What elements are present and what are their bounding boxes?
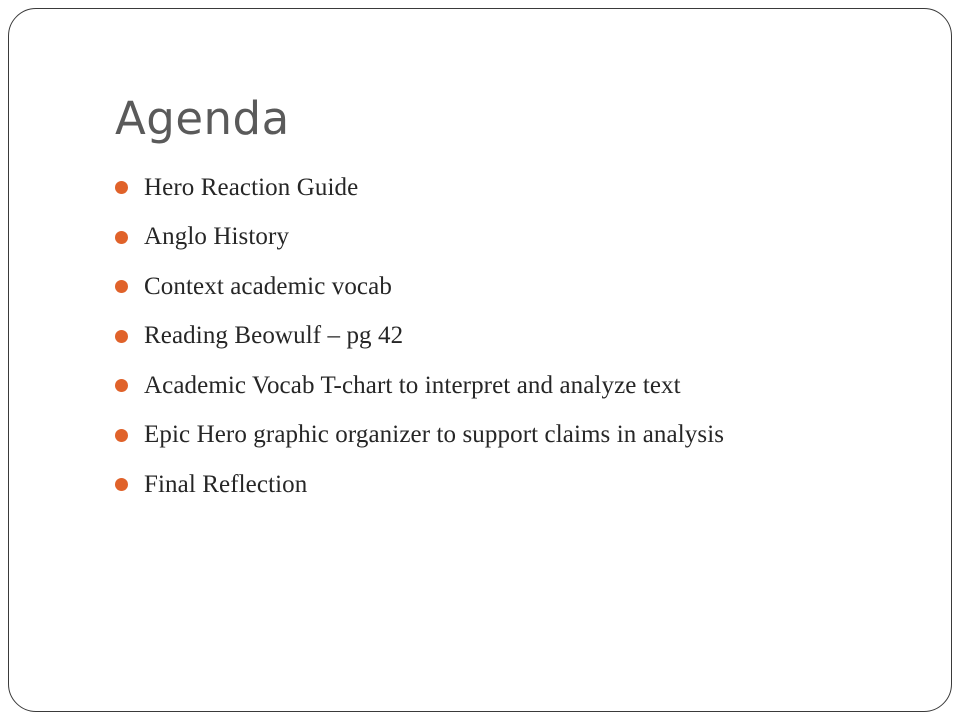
agenda-list bbox=[115, 163, 724, 510]
list-item bbox=[115, 163, 724, 213]
bullet-icon bbox=[115, 231, 128, 244]
list-item-text: Final Reflection bbox=[144, 470, 308, 498]
bullet-icon bbox=[115, 379, 128, 392]
list-item bbox=[115, 411, 724, 461]
list-item-text: Anglo History bbox=[144, 223, 290, 251]
slide-frame bbox=[8, 8, 952, 712]
list-item bbox=[115, 262, 724, 312]
slide-title: Agenda bbox=[115, 92, 290, 145]
list-item bbox=[115, 213, 724, 263]
list-item bbox=[115, 361, 724, 411]
list-item bbox=[115, 312, 724, 362]
bullet-icon bbox=[115, 280, 128, 293]
list-item-text: Reading Beowulf – pg 42 bbox=[144, 322, 404, 350]
bullet-icon bbox=[115, 330, 128, 343]
bullet-icon bbox=[115, 429, 128, 442]
list-item bbox=[115, 460, 724, 510]
bullet-icon bbox=[115, 478, 128, 491]
list-item-text: Context academic vocab bbox=[144, 272, 392, 300]
list-item-text: Hero Reaction Guide bbox=[144, 173, 359, 201]
bullet-icon bbox=[115, 181, 128, 194]
list-item-text: Academic Vocab T-chart to interpret and analyze text bbox=[144, 371, 681, 399]
list-item-text: Epic Hero graphic organizer to support claims in analysis bbox=[144, 421, 725, 449]
